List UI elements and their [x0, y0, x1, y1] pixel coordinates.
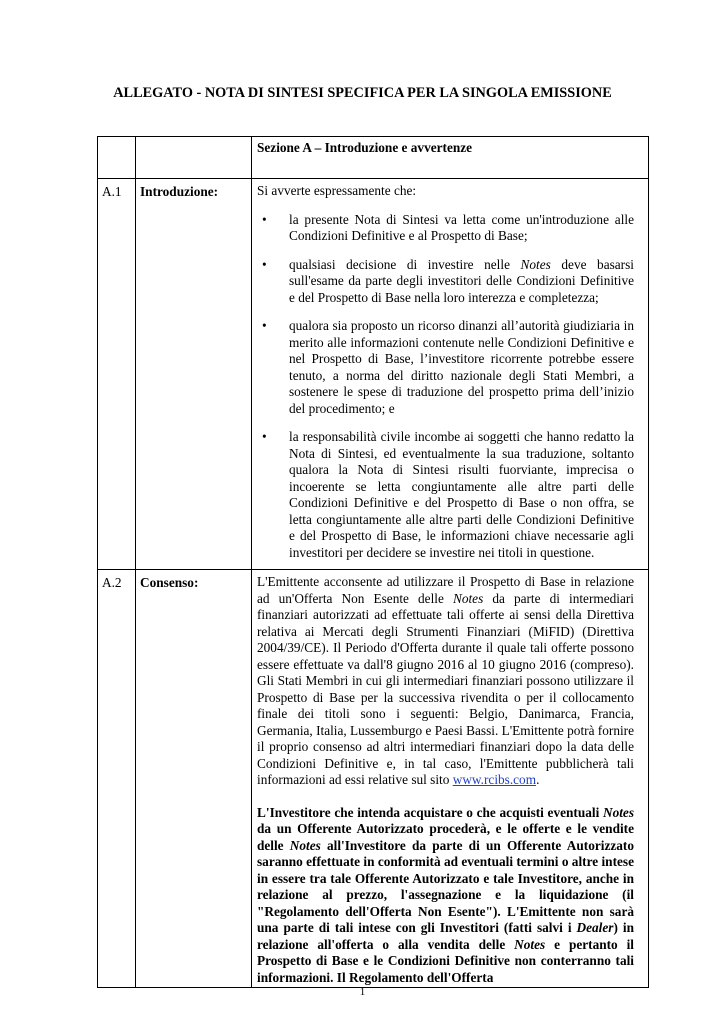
bullet-text: la responsabilità civile incombe ai soggetti che hanno redatto la Nota di Sintesi, ed eventualmente la sua traduzione, soltanto qualora la Nota di Sintesi risulti fuorviante, imprecisa o incoerente se letta congiuntamente alle altre parti delle Condizioni Definitive e del Prospetto di Base o non offra, se letta congiuntamente alle altre parti delle Condizioni Definitive e del Prospetto di Base, le informazioni chiave necessarie agli investitori per decidere se investire nei titoli in questione.	[289, 429, 634, 560]
row-code: A.1	[98, 179, 136, 570]
table-row-a2	[98, 570, 649, 988]
consent-paragraph: L'Emittente acconsente ad utilizzare il Prospetto di Base in relazione ad un'Offerta Non Esente delle Notes da parte di intermediari finanziari autorizzati ad effettuate tali offerte ai sensi della Direttiva relativa ai Mercati degli Strumenti Finanziari (MiFID) (Direttiva 2004/39/CE). Il Periodo d'Offerta durante il quale tali offerte possono essere effettuate va dall'8 giugno 2016 al 10 giugno 2016 (compreso). Gli Stati Membri in cui gli intermediari finanziari possono utilizzare il Prospetto di Base per la successiva rivendita o per il collocamento finale dei titoli sono i seguenti: Belgio, Danimarca, Francia, Germania, Italia, Lussemburgo e Paesi Bassi. L'Emittente potrà fornire il proprio consenso ad altri intermediari finanziari dopo la data delle Condizioni Definitive e, in tal caso, l'Emittente pubblicherà tali informazioni ad essi relative sul sito www.rcibs.com.	[257, 574, 634, 787]
intro-lead: Si avverte espressamente che:	[257, 183, 417, 198]
bullet-icon: •	[262, 211, 267, 227]
empty-code-cell	[98, 137, 136, 179]
website-link[interactable]: www.rcibs.com	[452, 772, 537, 787]
bullet-text: qualora sia proposto un ricorso dinanzi all’autorità giudiziaria in merito alle informazioni contenute nelle Condizioni Definitive e nel Prospetto di Base, l’investitore ricorrente potrebbe essere tenuto, a norma del diritto nazionale degli Stati Membri, a sostenere le spese di traduzione del prospetto prima dell’inizio del procedimento; e	[289, 318, 634, 416]
bullet-icon: •	[262, 429, 267, 444]
bullet-text: la presente Nota di Sintesi va letta come un'introduzione alle Condizioni Definitive e al Prospetto di Base;	[289, 211, 634, 243]
list-item	[257, 429, 634, 561]
bullet-icon: •	[262, 318, 267, 333]
list-item	[257, 257, 634, 307]
row-label: Consenso:	[136, 570, 252, 988]
row-label: Introduzione:	[136, 179, 252, 570]
bullet-text: qualsiasi decisione di investire nelle Notes deve basarsi sull'esame da parte degli investitori delle Condizioni Definitive e del Prospetto di Base nella loro interezza e completezza;	[289, 256, 634, 305]
row-content	[252, 570, 649, 988]
row-code: A.2	[98, 570, 136, 988]
notes-term: Notes	[520, 256, 551, 272]
document-title: ALLEGATO - NOTA DI SINTESI SPECIFICA PER LA SINGOLA EMISSIONE	[113, 85, 612, 101]
list-item	[257, 212, 634, 245]
table-row-a1	[98, 179, 649, 570]
summary-table	[97, 136, 649, 988]
section-heading: Sezione A – Introduzione e avvertenze	[257, 140, 473, 155]
empty-label-cell	[136, 137, 252, 179]
investor-paragraph: L'Investitore che intenda acquistare o che acquisti eventuali Notes da un Offerente Autorizzato procederà, e le offerte e le vendite delle Notes all'Investitore da parte di un Offerente Autorizzato saranno effettuate in conformità ad eventuali termini o altre intese in essere tra tale Offerente Autorizzato e tale Investitore, anche in relazione al prezzo, l'assegnazione e la liquidazione (il "Regolamento dell'Offerta Non Esente"). L'Emittente non sarà una parte di tali intese con gli Investitori (fatti salvi i Dealer) in relazione all'offerta o alla vendita delle Notes e pertanto il Prospetto di Base e le Condizioni Definitive non conterranno tali informazioni. Il Regolamento dell'Offerta	[257, 804, 634, 985]
row-content	[252, 179, 649, 570]
list-item	[257, 318, 634, 417]
notes-term: Notes	[452, 590, 484, 606]
page-number: 1	[359, 986, 366, 998]
bullet-icon: •	[262, 256, 267, 272]
section-header-row	[98, 137, 649, 179]
